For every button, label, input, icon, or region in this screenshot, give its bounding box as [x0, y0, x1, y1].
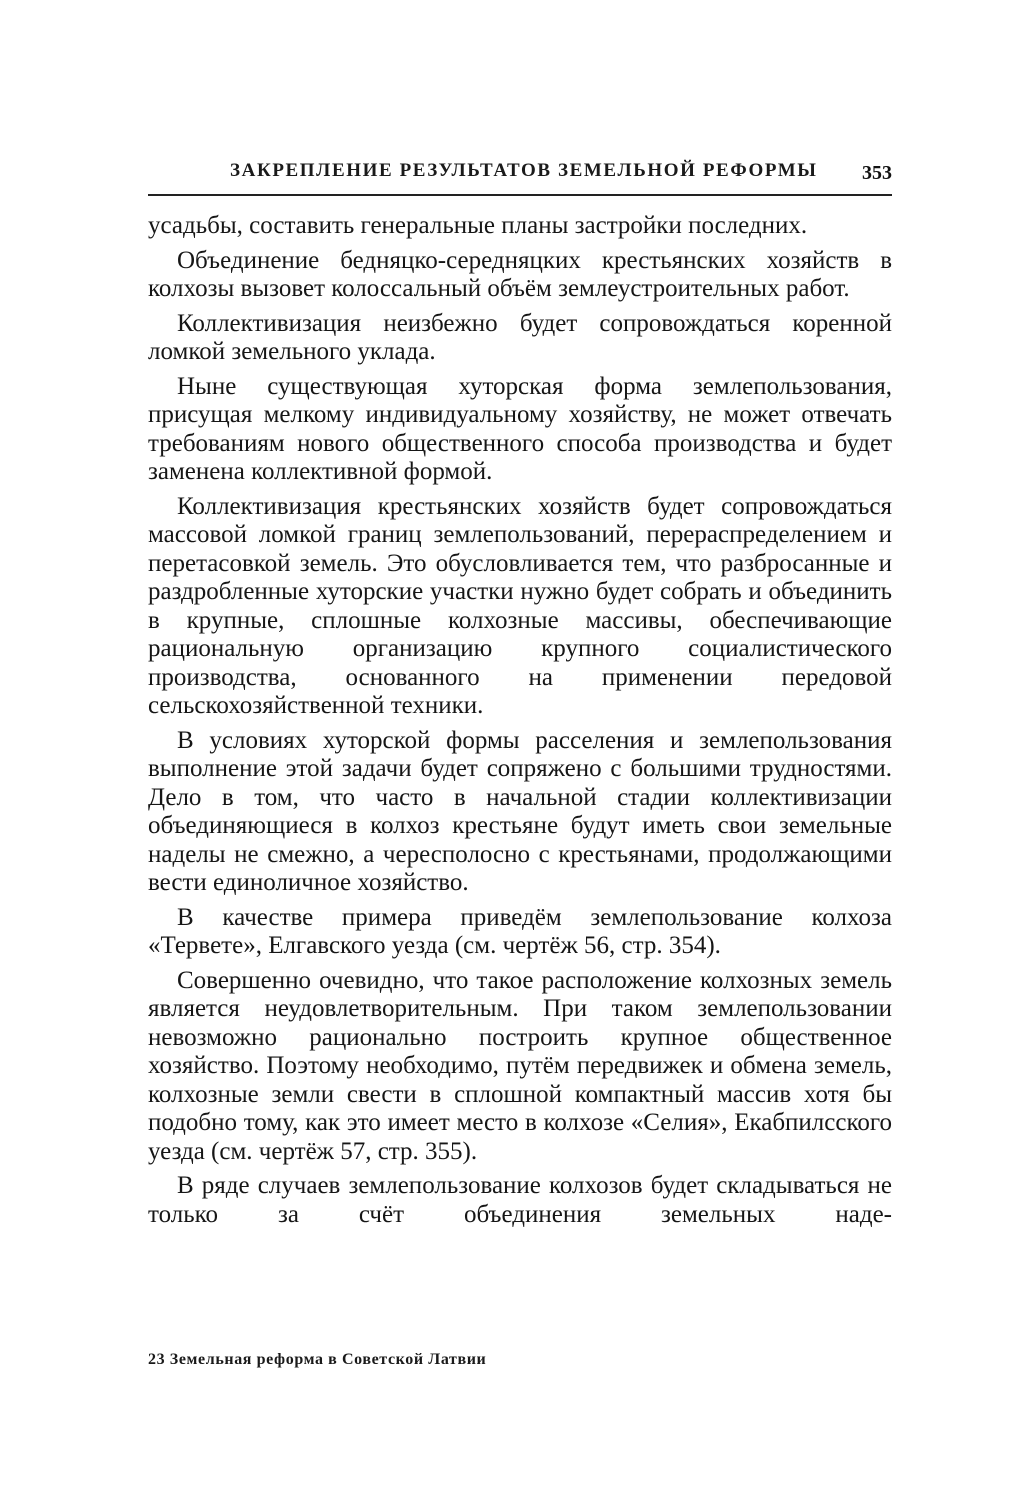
paragraph-7: В качестве примера приведём землепользование колхоза «Тервете», Елгавского уезда (см. чертёж 56, стр. 354).: [148, 903, 892, 959]
paragraph-1: усадьбы, составить генеральные планы застройки последних.: [148, 212, 808, 239]
running-head: [148, 156, 892, 196]
header-rule: [148, 194, 892, 196]
page-number: 353: [862, 162, 892, 184]
paragraph-4: Ныне существующая хуторская форма землепользования, присущая мелкому индивидуальному хозяйству, не может отвечать требованиям нового общественного способа производства и будет заменена коллективной формой.: [148, 372, 892, 485]
paragraph-6: В условиях хуторской формы расселения и землепользования выполнение этой задачи будет сопряжено с большими трудностями. Дело в том, что часто в начальной стадии коллективизации объединяющиеся в колхоз крестьяне будут иметь свои земельные наделы не смежно, а чересполосно с крестьянами, продолжающими вести единоличное хозяйство.: [148, 726, 892, 896]
paragraph-3: Коллективизация неизбежно будет сопровождаться коренной ломкой земельного уклада.: [148, 309, 892, 365]
paragraph-8: Совершенно очевидно, что такое расположение колхозных земель является неудовлетворительным. При таком землепользовании невозможно рационально построить крупное общественное хозяйство. Поэтому необходимо, путём передвижек и обмена земель, колхозные земли свести в сплошной компактный массив хотя бы подобно тому, как это имеет место в колхозе «Селия», Екабпилсского уезда (см. чертёж 57, стр. 355).: [148, 966, 892, 1165]
paragraph-9: В ряде случаев землепользование колхозов будет складываться не только за счёт объединения земельных наде-: [148, 1172, 892, 1228]
running-title: ЗАКРЕПЛЕНИЕ РЕЗУЛЬТАТОВ ЗЕМЕЛЬНОЙ РЕФОРМЫ: [230, 160, 818, 181]
paragraph-5: Коллективизация крестьянских хозяйств будет сопровождаться массовой ломкой границ землепользований, перераспределением и перетасовкой земель. Это обусловливается тем, что разбросанные и раздробленные хуторские участки нужно будет собрать и объединить в крупные, сплошные колхозные массивы, обеспечивающие рациональную организацию крупного социалистического производства, основанного на применении передовой сельскохозяйственной техники.: [148, 492, 892, 719]
body-text: [148, 212, 892, 1235]
signature-line: 23 Земельная реформа в Советской Латвии: [148, 1351, 487, 1368]
paragraph-2: Объединение бедняцко-середняцких крестьянских хозяйств в колхозы вызовет колоссальный объём землеустроительных работ.: [148, 246, 892, 302]
